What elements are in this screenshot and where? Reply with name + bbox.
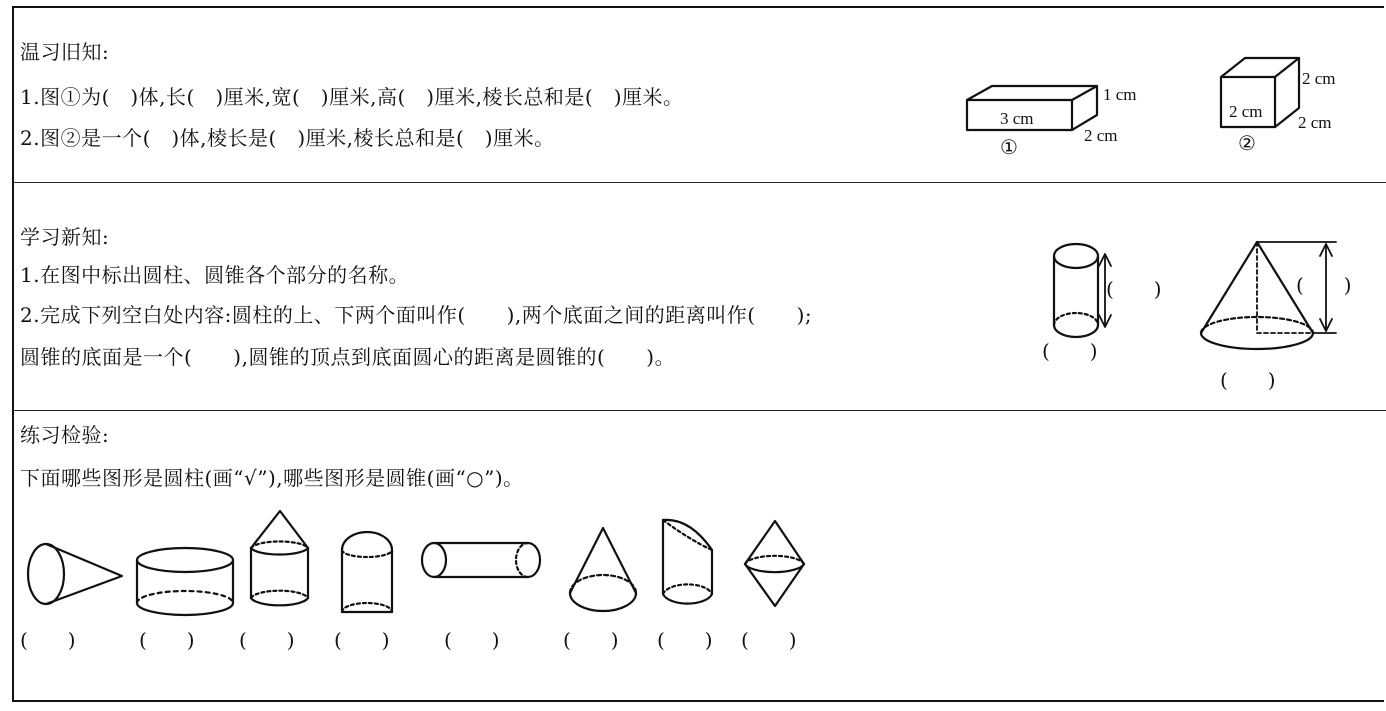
figure-1-label: ① xyxy=(1000,137,1018,159)
review-question-2: 2.图②是一个( )体,棱长是( )厘米,棱长总和是( )厘米。 xyxy=(20,126,555,150)
cylinder-figure xyxy=(1042,244,1162,363)
shape-cone-sideways xyxy=(28,544,122,604)
answer-blank: ( ) xyxy=(657,628,713,652)
new-question-2: 2.完成下列空白处内容:圆柱的上、下两个面叫作( ),两个底面之间的距离叫作( ); xyxy=(20,303,813,327)
new-question-3: 圆锥的底面是一个( ),圆锥的顶点到底面圆心的距离是圆锥的( )。 xyxy=(20,345,676,369)
cuboid-figure xyxy=(967,85,1137,159)
review-question-1: 1.图①为( )体,长( )厘米,宽( )厘米,高( )厘米,棱长总和是( )厘米。 xyxy=(20,85,684,109)
cylinder-base-blank: ( ) xyxy=(1042,339,1098,363)
answer-blank: ( ) xyxy=(444,628,500,652)
shape-cylinder-with-cones xyxy=(251,511,308,605)
cylinder-height-blank: ( ) xyxy=(1106,277,1162,301)
new-heading: 学习新知: xyxy=(20,225,110,249)
cone-height-blank: ( ) xyxy=(1296,273,1352,297)
answer-blank: ( ) xyxy=(20,628,76,652)
answer-blank: ( ) xyxy=(139,628,195,652)
cuboid-length-label: 3 cm xyxy=(1000,109,1034,128)
answer-blank: ( ) xyxy=(563,628,619,652)
answer-blank: ( ) xyxy=(334,628,390,652)
cube-side-label: 2 cm xyxy=(1298,113,1332,132)
cone-base-blank: ( ) xyxy=(1220,368,1276,392)
shape-short-cylinder xyxy=(137,548,233,615)
shape-double-cone xyxy=(745,521,804,606)
answer-blank: ( ) xyxy=(239,628,295,652)
shape-dome-cylinder xyxy=(342,532,392,612)
cube-front-label: 2 cm xyxy=(1229,102,1263,121)
review-heading: 温习旧知: xyxy=(20,40,110,64)
cube-figure xyxy=(1221,58,1336,155)
answer-blank: ( ) xyxy=(741,628,797,652)
shape-horizontal-cylinder xyxy=(422,543,540,577)
practice-instruction: 下面哪些图形是圆柱(画“√”),哪些图形是圆锥(画“○”)。 xyxy=(20,466,524,490)
new-question-1: 1.在图中标出圆柱、圆锥各个部分的名称。 xyxy=(20,263,410,287)
cube-top-label: 2 cm xyxy=(1302,69,1336,88)
cuboid-height-label: 1 cm xyxy=(1103,85,1137,104)
cone-figure xyxy=(1201,242,1352,392)
shape-slanted-cylinder xyxy=(663,520,712,604)
figure-2-label: ② xyxy=(1238,133,1256,155)
cuboid-width-label: 2 cm xyxy=(1084,126,1118,145)
shape-cone xyxy=(570,528,636,611)
practice-heading: 练习检验: xyxy=(20,423,110,447)
